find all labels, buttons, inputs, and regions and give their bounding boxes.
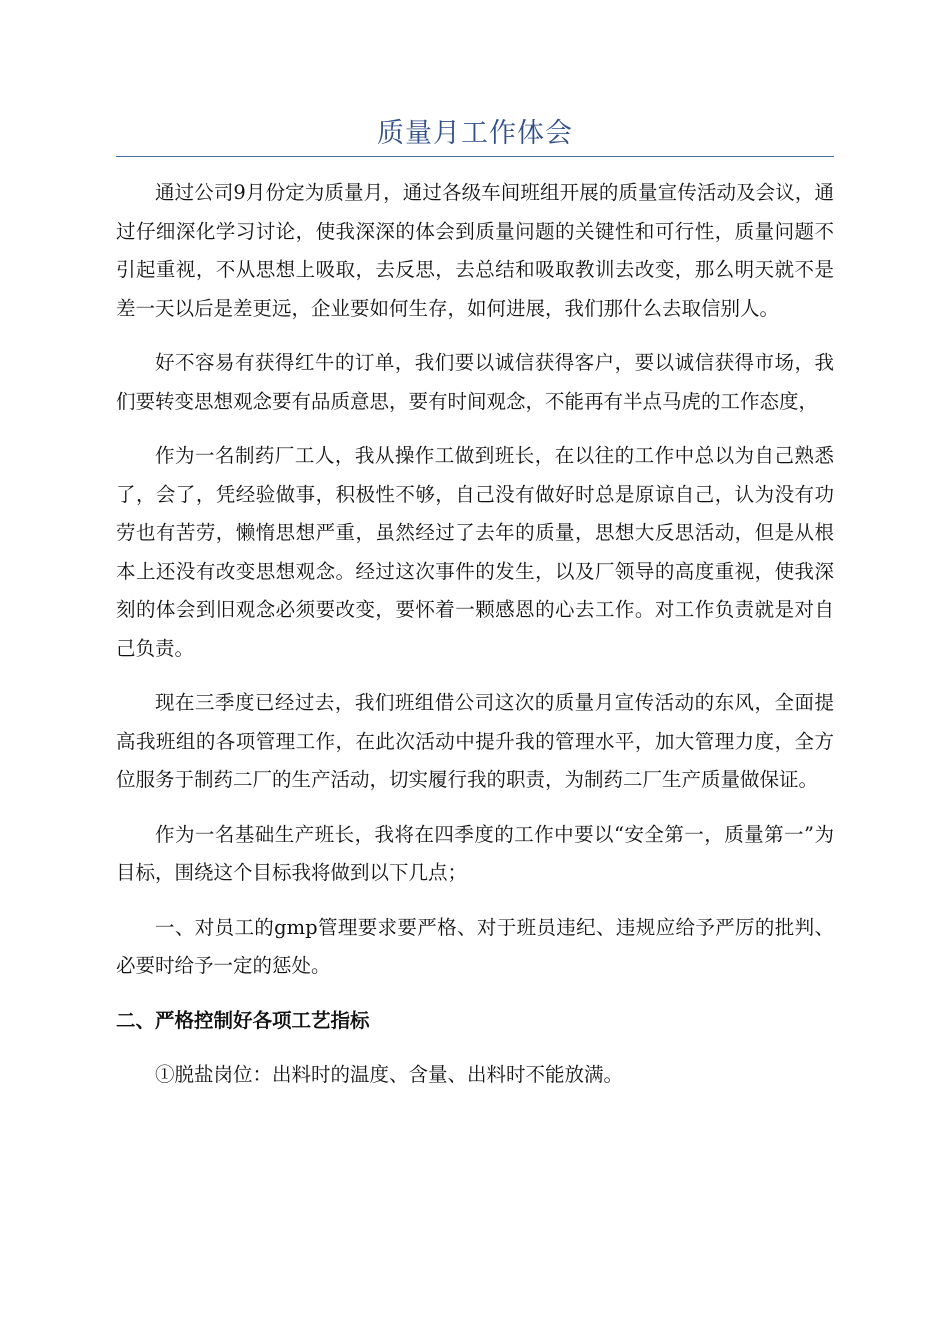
document-title: 质量月工作体会 <box>377 118 573 149</box>
paragraph-2: 好不容易有获得红牛的订单，我们要以诚信获得客户，要以诚信获得市场，我们要转变思想观念要有品质意思，要有时间观念，不能再有半点马虎的工作态度， <box>116 351 834 413</box>
paragraph-1: 通过公司9月份定为质量月，通过各级车间班组开展的质量宣传活动及会议，通过仔细深化学习讨论，使我深深的体会到质量问题的关键性和可行性，质量问题不引起重视，不从思想上吸取，去反思，去总结和吸取教训去改变，那么明天就不是差一天以后是差更远，企业要如何生存，如何进展，我们那什么去取信别人。 <box>116 181 834 320</box>
paragraph-3: 作为一名制药厂工人，我从操作工做到班长，在以往的工作中总以为自己熟悉了，会了，凭经验做事，积极性不够，自己没有做好时总是原谅自己，认为没有功劳也有苦劳，懒惰思想严重，虽然经过了去年的质量，思想大反思活动，但是从根本上还没有改变思想观念。经过这次事件的发生，以及厂领导的高度重视，使我深刻的体会到旧观念必须要改变，要怀着一颗感恩的心去工作。对工作负责就是对自己负责。 <box>116 444 834 660</box>
list-item: ①脱盐岗位：出料时的温度、含量、出料时不能放满。 <box>155 1063 624 1086</box>
paragraph-6: 一、对员工的gmp管理要求要严格、对于班员违纪、违规应给予严厉的批判、必要时给予一定的惩处。 <box>116 915 834 977</box>
title-block <box>116 112 834 157</box>
paragraph-4: 现在三季度已经过去，我们班组借公司这次的质量月宣传活动的东风，全面提高我班组的各项管理工作，在此次活动中提升我的管理水平，加大管理力度，全方位服务于制药二厂的生产活动，切实履行我的职责，为制药二厂生产质量做保证。 <box>116 691 834 791</box>
document-body <box>116 174 834 1111</box>
section-heading: 二、严格控制好各项工艺指标 <box>116 1008 370 1032</box>
paragraph-5: 作为一名基础生产班长，我将在四季度的工作中要以“安全第一，质量第一”为目标，围绕这个目标我将做到以下几点； <box>116 822 834 884</box>
